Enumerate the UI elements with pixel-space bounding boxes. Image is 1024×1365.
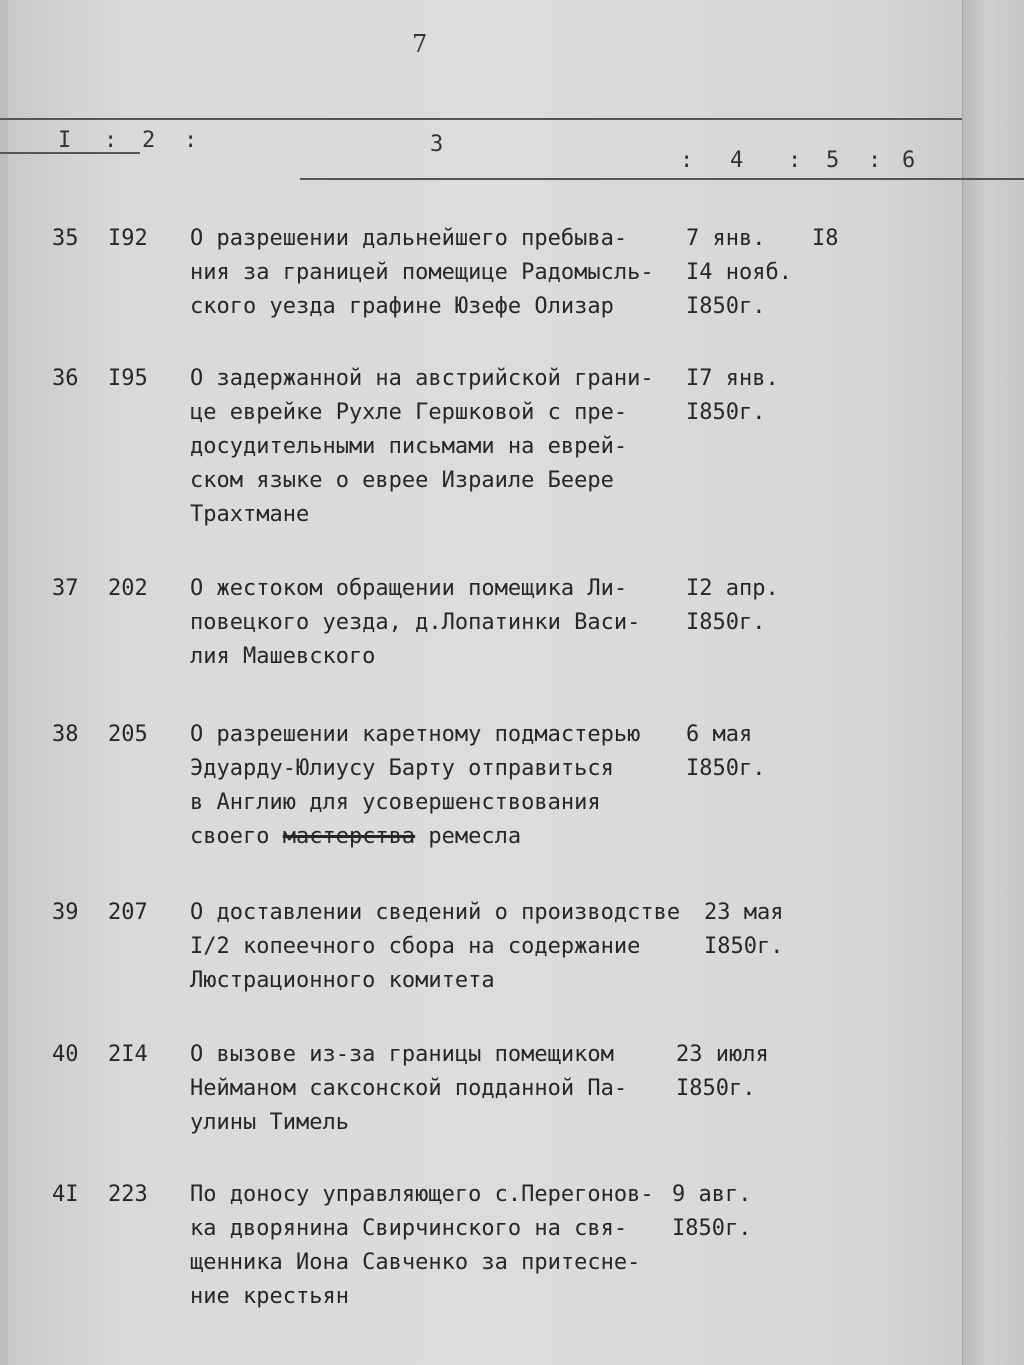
description-line: повецкого уезда, д.Лопатинки Васи- — [190, 610, 641, 635]
description-line: О разрешении дальнейшего пребыва- — [190, 226, 628, 251]
date-line: 7 янв. — [686, 226, 766, 251]
description-line: досудительными письмами на еврей- — [190, 434, 628, 459]
description-line: ского уезда графине Юзефе Олизар — [190, 294, 614, 319]
page-left-edge — [0, 0, 8, 1365]
description-line: це еврейке Рухле Гершковой с пре- — [190, 400, 628, 425]
description-line: О вызове из-за границы помещиком — [190, 1042, 614, 1067]
column-separator: : — [788, 148, 803, 173]
date-line: I850г. — [686, 756, 766, 781]
entry-description — [190, 718, 690, 854]
description-line: ка дворянина Свирчинского на свя- — [190, 1216, 628, 1241]
column-head-2: 2 — [142, 128, 157, 153]
description-line: ском языке о еврее Израиле Беере — [190, 468, 614, 493]
description-line: Трахтмане — [190, 502, 310, 527]
entry-number: 37 — [52, 576, 79, 601]
date-line: 23 мая — [704, 900, 784, 925]
entry-code: 2I4 — [108, 1042, 148, 1067]
description-line: О жестоком обращении помещика Ли- — [190, 576, 628, 601]
entry-code: 205 — [108, 722, 148, 747]
entry-dates — [676, 1038, 796, 1106]
column-head-1: I — [58, 128, 73, 153]
entry-description — [190, 1038, 690, 1140]
entry-code: 202 — [108, 576, 148, 601]
description-line: По доносу управляющего с.Перегонов- — [190, 1182, 654, 1207]
date-line: I4 нояб. — [686, 260, 792, 285]
entry-dates — [704, 896, 824, 964]
entry-description — [190, 896, 690, 998]
column-head-5: 5 — [826, 148, 841, 173]
date-line: 9 авг. — [672, 1182, 752, 1207]
entry-dates — [686, 222, 806, 324]
column-separator: : — [104, 128, 119, 153]
description-line: Люстрационного комитета — [190, 968, 495, 993]
description-line: щенника Иона Савченко за притесне- — [190, 1250, 641, 1275]
column-head-6: 6 — [902, 148, 917, 173]
header-bottom-rule — [300, 178, 1024, 180]
column-head-3: 3 — [430, 132, 445, 157]
entry-code: I92 — [108, 226, 148, 251]
entry-code: I95 — [108, 366, 148, 391]
entry-number: 36 — [52, 366, 79, 391]
entry-number: 4I — [52, 1182, 79, 1207]
description-line: в Англию для усовершенствования — [190, 790, 601, 815]
column-head-4: 4 — [730, 148, 745, 173]
column-separator: : — [680, 148, 695, 173]
entry-code: 223 — [108, 1182, 148, 1207]
date-line: I850г. — [686, 294, 766, 319]
entry-description — [190, 222, 690, 324]
date-line: I2 апр. — [686, 576, 779, 601]
entry-sheets: I8 — [812, 226, 839, 251]
description-line: Нейманом саксонской подданной Па- — [190, 1076, 628, 1101]
description-text: ремесла — [415, 824, 522, 849]
description-line: ния за границей помещице Радомысль- — [190, 260, 654, 285]
entry-number: 40 — [52, 1042, 79, 1067]
entry-dates — [686, 718, 806, 786]
page-number: 7 — [412, 30, 428, 58]
entry-number: 35 — [52, 226, 79, 251]
date-line: I850г. — [672, 1216, 752, 1241]
entry-dates — [686, 362, 806, 430]
description-line: улины Тимель — [190, 1110, 349, 1135]
entry-number: 38 — [52, 722, 79, 747]
description-text: своего — [190, 824, 283, 849]
entry-dates — [686, 572, 806, 640]
date-line: I850г. — [704, 934, 784, 959]
description-line — [190, 820, 690, 854]
description-line: О задержанной на австрийской грани- — [190, 366, 654, 391]
column-separator: : — [868, 148, 883, 173]
page-fold — [962, 0, 1024, 1365]
entry-number: 39 — [52, 900, 79, 925]
column-separator: : — [184, 128, 199, 153]
date-line: 23 июля — [676, 1042, 769, 1067]
entry-description — [190, 362, 690, 532]
description-line: Эдуарду-Юлиусу Барту отправиться — [190, 756, 614, 781]
entry-description — [190, 1178, 690, 1314]
entry-dates — [672, 1178, 792, 1246]
date-line: I7 янв. — [686, 366, 779, 391]
struck-word: мастерства — [282, 824, 416, 849]
description-line: О разрешении каретному подмастерью — [190, 722, 641, 747]
date-line: I850г. — [686, 400, 766, 425]
header-top-rule — [0, 118, 962, 120]
entry-description — [190, 572, 690, 674]
description-line: О доставлении сведений о производстве — [190, 900, 681, 925]
entry-code: 207 — [108, 900, 148, 925]
date-line: 6 мая — [686, 722, 753, 747]
date-line: I850г. — [686, 610, 766, 635]
description-line: лия Машевского — [190, 644, 376, 669]
date-line: I850г. — [676, 1076, 756, 1101]
description-line: ние крестьян — [190, 1284, 349, 1309]
description-line: I/2 копеечного сбора на содержание — [190, 934, 641, 959]
